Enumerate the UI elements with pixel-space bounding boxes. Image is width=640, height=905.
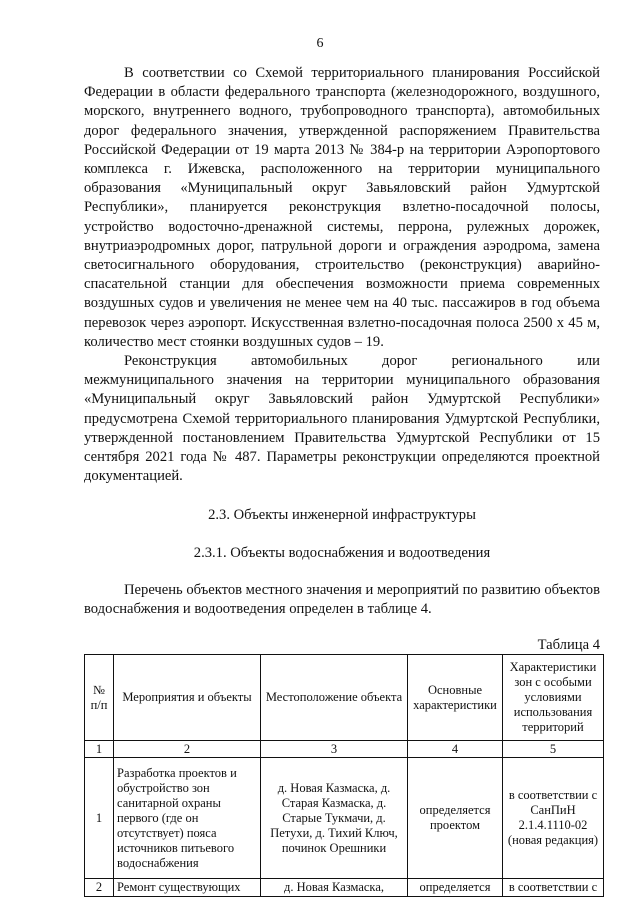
cell-zones: в соответствии с СанПиН 2.1.4.1110-02 (новая редакция) [503,758,604,879]
col-number: 4 [408,741,503,758]
header-location: Местоположение объекта [261,655,408,741]
cell-num: 1 [85,758,114,879]
table-row [85,879,604,897]
table-caption: Таблица 4 [537,637,600,654]
header-measures: Мероприятия и объекты [114,655,261,741]
col-number: 3 [261,741,408,758]
column-number-row [85,741,604,758]
paragraph-airport: В соответствии со Схемой территориального планирования Российской Федерации в области федерального транспорта (железнодорожного, воздушного, морского, внутреннего водного, трубопроводного транспорта), автомобильных дорог федерального значения, утвержденной распоряжением Правительства Российской Федерации от 19 марта 2013 № 384-р на территории Аэропортового комплекса г. Ижевска, расположенного на территории муниципального образования «Муниципальный округ Завьяловский район Удмуртской Республики», планируется реконструкция взлетно-посадочной полосы, устройство водосточно-дренажной системы, перрона, рулежных дорожек, внутриаэродромных дорог, патрульной дороги и ограждения аэродрома, замена светосигнального оборудования, строительство (реконструкция) аварийно-спасательной станции для обеспечения возможности приема современных воздушных судов и увеличения не менее чем на 40 тыс. пассажиров в год объема перевозок через аэропорт. Искусственная взлетно-посадочная полоса 2500 х 45 м, количество мест стоянки воздушных судов – 19. [84,65,600,350]
subsection-heading: 2.3.1. Объекты водоснабжения и водоотведения [193,544,491,561]
cell-location: д. Новая Казмаска, д. Старая Казмаска, д. Старые Тукмачи, д. Петухи, д. Тихий Ключ, починок Орешники [261,758,408,879]
header-zones: Характеристики зон с особыми условиями использования территорий [503,655,604,741]
col-number: 1 [85,741,114,758]
paragraph-roads: Реконструкция автомобильных дорог регионального или межмуниципального значения на территории муниципального образования «Муниципальный округ Завьяловский район Удмуртской Республики» предусмотрена Схемой территориального планирования Удмуртской Республики, утвержденной постановлением Правительства Удмуртской Республики от 15 сентября 2021 года № 487. Параметры реконструкции определяются проектной документацией. [84,353,600,485]
table-row [85,758,604,879]
header-main: Основные характеристики [408,655,503,741]
col-number: 5 [503,741,604,758]
cell-measures: Ремонт существующих [114,879,261,897]
paragraph-table-intro: Перечень объектов местного значения и мероприятий по развитию объектов водоснабжения и водоотведения определен в таблице 4. [84,581,600,618]
table-header-row [85,655,604,741]
cell-num: 2 [85,879,114,897]
cell-main: определяется [408,879,503,897]
cell-main: определяется проектом [408,758,503,879]
cell-zones: в соответствии с [503,879,604,897]
measures-table [84,654,604,897]
page-number: 6 [316,36,324,51]
section-heading: 2.3. Объекты инженерной инфраструктуры [208,507,476,524]
cell-location: д. Новая Казмаска, [261,879,408,897]
document-body [84,64,600,897]
header-num: № п/п [85,655,114,741]
cell-measures: Разработка проектов и обустройство зон санитарной охраны первого (где он отсутствует) пояса источников питьевого водоснабжения [114,758,261,879]
col-number: 2 [114,741,261,758]
